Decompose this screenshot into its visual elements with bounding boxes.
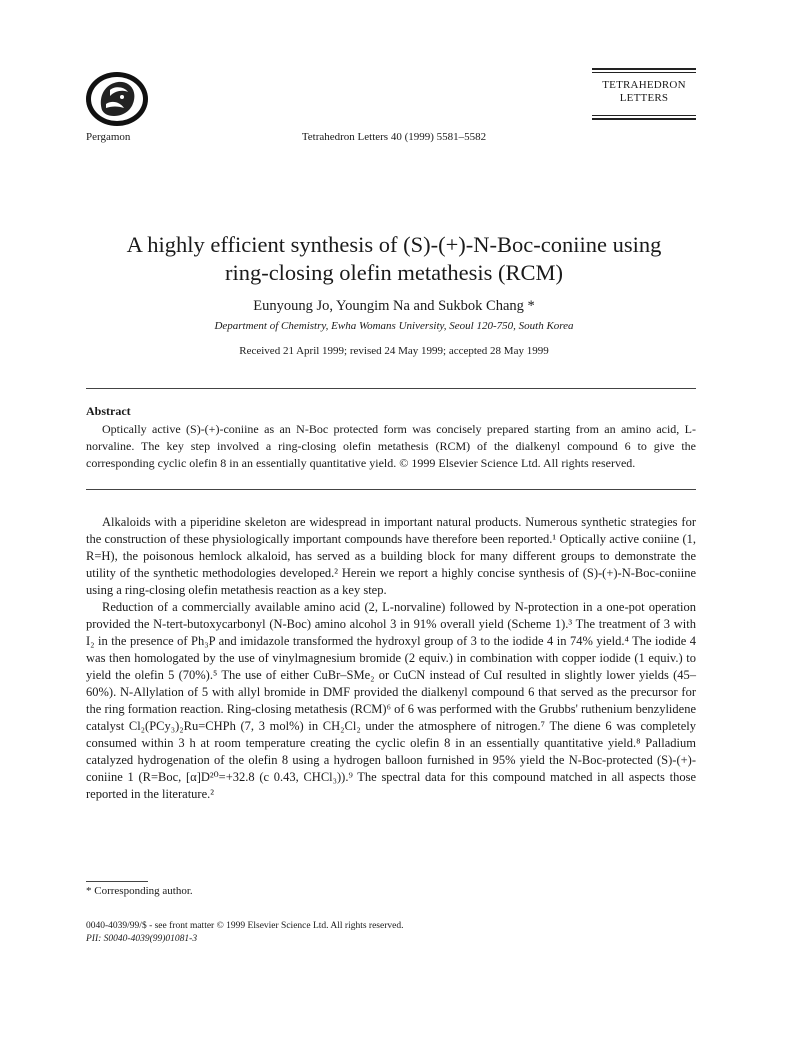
journal-rule xyxy=(592,68,696,70)
body-paragraph: Reduction of a commercially available amino acid (2, L-norvaline) followed by N-protection in a one-pot operation provided the N-tert-butoxycarbonyl (N-Boc) amino alcohol 3 in 91% overall yield (Scheme 1).³ The treatment of 3 with I₂ in the presence of Ph₃P and imidazole transformed the hydroxyl group of 3 to the iodide 4 in 74% yield.⁴ The iodide 4 was then homologated by the use of vinylmagnesium bromide (2 equiv.) in combination with copper iodide (1 equiv.) to yield the olefin 5 (70%).⁵ The use of either CuBr–SMe₂ or CuCN instead of CuI resulted in slightly lower yields (45–60%). N-Allylation of 5 with allyl bromide in DMF provided the dialkenyl compound 6 that served as the precursor for the ring formation reaction. Ring-closing metathesis (RCM)⁶ of 6 was performed with the Grubbs' ruthenium benzylidene catalyst Cl₂(PCy₃)₂Ru=CHPh (7, 3 mol%) in CH₂Cl₂ under the atmosphere of nitrogen.⁷ The diene 6 was completely consumed within 3 h at room temperature creating the cyclic olefin 8 in an essentially quantitative yield.⁸ Palladium catalyzed hydrogenation of the olefin 8 using a hydrogen balloon furnished in 95% yield the N-Boc-protected (S)-(+)-coniine 1 (R=Boc, [α]D²⁰=+32.8 (c 0.43, CHCl₃)).⁹ The spectral data for this compound matched in all aspects those reported in the literature.² xyxy=(86,600,696,801)
footnote-corresponding: * Corresponding author. xyxy=(86,885,193,897)
authors: Eunyoung Jo, Youngim Na and Sukbok Chang * xyxy=(253,298,535,314)
journal-rule xyxy=(592,115,696,116)
journal-box xyxy=(592,68,696,122)
abstract-bottom-rule xyxy=(86,489,696,490)
copyright xyxy=(86,920,403,946)
abstract-heading: Abstract xyxy=(86,404,131,418)
journal-name-line1: TETRAHEDRON xyxy=(602,79,686,91)
article-title xyxy=(60,231,728,287)
journal-rule xyxy=(592,72,696,73)
received-dates: Received 21 April 1999; revised 24 May 1999; accepted 28 May 1999 xyxy=(239,345,549,357)
journal-name xyxy=(592,79,696,105)
footnote-rule xyxy=(86,881,148,882)
publisher-name: Pergamon xyxy=(86,131,131,143)
journal-citation: Tetrahedron Letters 40 (1999) 5581–5582 xyxy=(301,131,487,143)
body-paragraph: Alkaloids with a piperidine skeleton are widespread in important natural products. Numerous synthetic strategies for the construction of these physiologically important compounds have therefore been reported.¹ Optically active coniine (1, R=H), the poisonous hemlock alkaloid, has served as a building block for many different groups to demonstrate the utility of the synthetic methodologies developed.² Herein we report a highly concise synthesis of (S)-(+)-N-Boc-coniine using a ring-closing olefin metathesis reaction as a key step. xyxy=(86,515,696,597)
journal-name-line2: LETTERS xyxy=(619,92,669,104)
copyright-line: 0040-4039/99/$ - see front matter © 1999 Elsevier Science Ltd. All rights reserved. xyxy=(86,921,404,931)
abstract-text: Optically active (S)-(+)-coniine as an N-Boc protected form was concisely prepared starting from an amino acid, L-norvaline. The key step involved a ring-closing olefin metathesis (RCM) of the dialkenyl compound 6 to give the corresponding cyclic olefin 8 in an essentially quantitative yield. © 1999 Elsevier Science Ltd. All rights reserved. xyxy=(86,422,696,470)
abstract-top-rule xyxy=(86,388,696,389)
pii-line: PII: S0040-4039(99)01081-3 xyxy=(86,934,198,944)
journal-rule xyxy=(592,118,696,120)
affiliation: Department of Chemistry, Ewha Womans University, Seoul 120-750, South Korea xyxy=(214,320,574,332)
body-text xyxy=(86,514,696,803)
pergamon-logo xyxy=(84,70,150,128)
title-line-2: ring-closing olefin metathesis (RCM) xyxy=(224,260,564,285)
title-line-1: A highly efficient synthesis of (S)-(+)-N-Boc-coniine using xyxy=(126,232,662,257)
